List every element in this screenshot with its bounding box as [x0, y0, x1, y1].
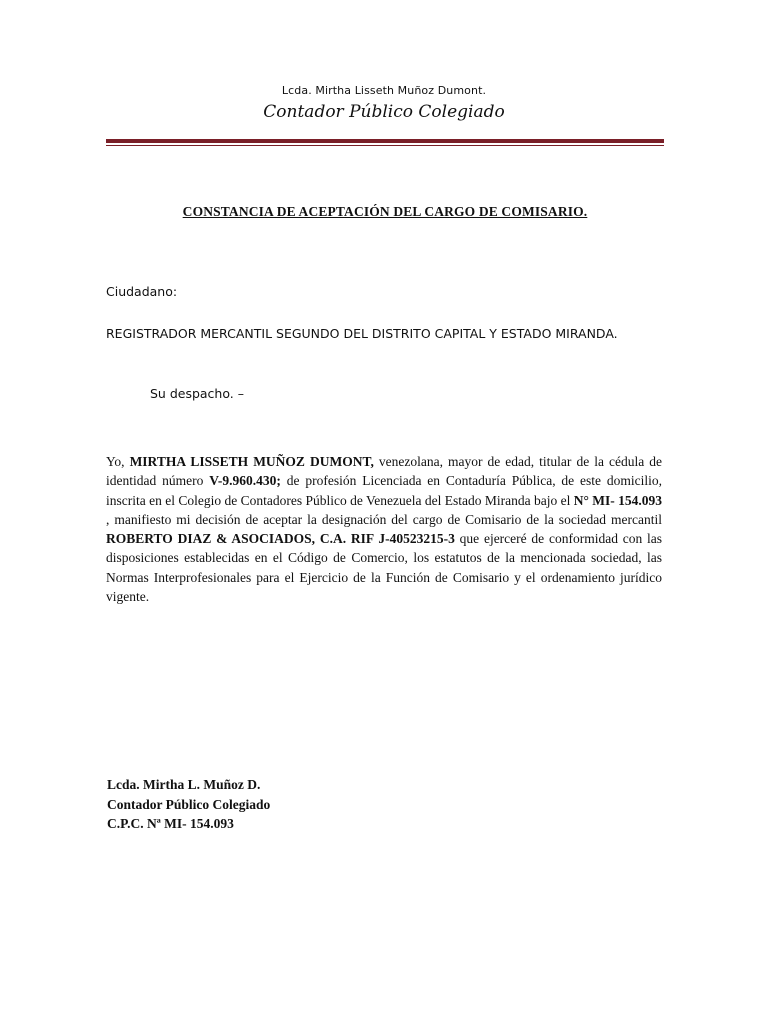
letterhead-title: Contador Público Colegiado: [263, 102, 505, 122]
body-text-3: de profesión Licenciada en Contaduría Pública, de este domicilio, inscrita en el Colegio de Contadores Público de Venezuela del Estado Miranda bajo el: [106, 473, 662, 508]
document-heading: CONSTANCIA DE ACEPTACIÓN DEL CARGO DE COMISARIO.: [182, 204, 588, 219]
body-text-2: venezolana, mayor de edad, titular de la cédula de identidad número: [106, 454, 662, 489]
signature-title: Contador Público Colegiado: [107, 796, 271, 812]
signature-block: [107, 775, 270, 834]
letterhead-name: Lcda. Mirtha Lisseth Muñoz Dumont.: [281, 84, 487, 97]
addressee: REGISTRADOR MERCANTIL SEGUNDO DEL DISTRITO CAPITAL Y ESTADO MIRANDA.: [106, 326, 618, 341]
signature-cpc: C.P.C. Nª MI- 154.093: [107, 816, 234, 832]
salutation: Ciudadano:: [106, 284, 178, 299]
body-text-5: que ejerceré de conformidad con las disposiciones establecidas en el Código de Comercio, los estatutos de la mencionada sociedad, las Normas Interprofesionales para el Ejercicio de la Función de Comisario y el ordenamiento jurídico vigente.: [106, 531, 662, 605]
letterhead-divider-thick: [106, 139, 664, 143]
despacho-line: Su despacho. –: [150, 386, 244, 401]
body-text-4: , manifiesto mi decisión de aceptar la designación del cargo de Comisario de la sociedad mercantil: [106, 511, 662, 527]
declarant-name: MIRTHA LISSETH MUÑOZ DUMONT,: [129, 454, 374, 469]
registration-number: N° MI- 154.093: [573, 492, 662, 508]
letterhead-divider-thin: [106, 145, 664, 146]
company-name: ROBERTO DIAZ & ASOCIADOS, C.A. RIF J-40523215-3: [106, 531, 455, 547]
body-text-1: Yo,: [106, 454, 130, 469]
id-number: V-9.960.430;: [209, 473, 281, 489]
signature-name: Lcda. Mirtha L. Muñoz D.: [107, 777, 261, 792]
body-paragraph: [106, 452, 662, 606]
